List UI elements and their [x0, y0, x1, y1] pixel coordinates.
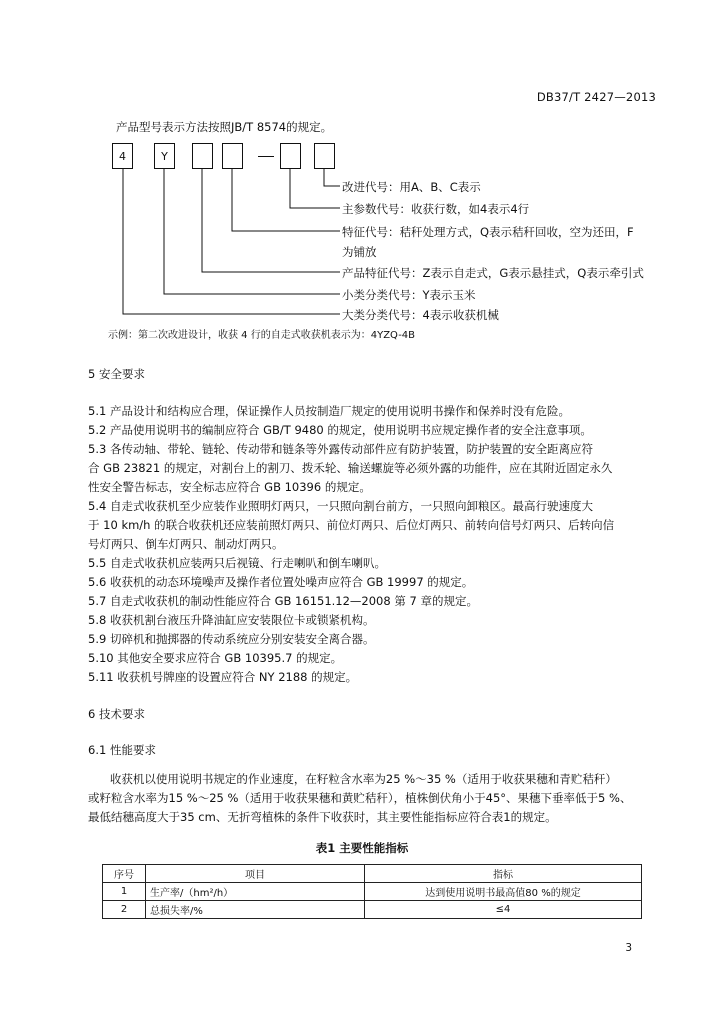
clause-5-4-cont-2: 号灯两只、倒车灯两只、制动灯两只。	[88, 537, 284, 551]
table-header-row	[103, 865, 642, 883]
model-designation-intro: 产品型号表示方法按照JB/T 8574的规定。	[116, 120, 333, 134]
clause-5-4: 5.4 自走式收获机至少应装作业照明灯两只，一只照向割台前方，一只照向卸粮区。最高行驶速度大	[88, 499, 593, 513]
description-improvement-code: 改进代号：用A、B、C表示	[342, 180, 481, 194]
page-number: 3	[625, 942, 632, 954]
clause-5-4-cont-1: 于 10 km/h 的联合收获机还应装前照灯两只、前位灯两只、后位灯两只、前转向信号灯两只、后转向信	[88, 518, 615, 532]
clause-5-8: 5.8 收获机割台液压升降油缸应安装限位卡或锁紧机构。	[88, 613, 375, 627]
clause-5-7: 5.7 自走式收获机的制动性能应符合 GB 16151.12—2008 第 7 章的规定。	[88, 594, 478, 608]
section-6-1-heading: 6.1 性能要求	[88, 743, 156, 757]
description-product-feature-code: 产品特征代号：Z表示自走式，G表示悬挂式，Q表示牵引式	[342, 266, 644, 280]
clause-5-3-cont-1: 合 GB 23821 的规定，对割台上的割刀、拨禾轮、输送螺旋等必须外露的功能件，应在其附近固定永久	[88, 461, 613, 475]
table-header-item: 项目	[146, 865, 365, 883]
clause-5-3-cont-2: 性安全警告标志，安全标志应符合 GB 10396 的规定。	[88, 480, 371, 494]
performance-table	[102, 864, 642, 919]
designation-box-minor-class: Y	[154, 143, 175, 169]
section-6-heading: 6 技术要求	[88, 707, 145, 721]
table-row	[103, 901, 642, 919]
table-1-title: 表1 主要性能指标	[315, 841, 409, 855]
table-cell-index: 2	[103, 901, 146, 919]
table-header-index: 序号	[103, 865, 146, 883]
performance-paragraph-line-3: 最低结穗高度大于35 cm、无折弯植株的条件下收获时，其主要性能指标应符合表1的规定。	[88, 810, 557, 824]
section-5-heading: 5 安全要求	[88, 367, 145, 381]
clause-5-5: 5.5 自走式收获机应装两只后视镜、行走喇叭和倒车喇叭。	[88, 556, 386, 570]
clause-5-2: 5.2 产品使用说明书的编制应符合 GB/T 9480 的规定，使用说明书应规定操作者的安全注意事项。	[88, 423, 592, 437]
clause-5-11: 5.11 收获机号牌座的设置应符合 NY 2188 的规定。	[88, 670, 358, 684]
clause-5-9: 5.9 切碎机和抛掷器的传动系统应分别安装安全离合器。	[88, 632, 375, 646]
description-main-parameter-code: 主参数代号：收获行数，如4表示4行	[342, 202, 530, 216]
description-major-class-code: 大类分类代号：4表示收获机械	[342, 308, 499, 322]
description-feature-code: 特征代号：秸秆处理方式，Q表示秸秆回收，空为还田，F	[342, 225, 634, 239]
table-row	[103, 883, 642, 901]
table-header-indicator: 指标	[365, 865, 642, 883]
table-cell-indicator: 达到使用说明书最高值80 %的规定	[365, 883, 642, 901]
description-minor-class-code: 小类分类代号：Y表示玉米	[342, 288, 476, 302]
table-cell-item: 总损失率/%	[146, 901, 365, 919]
performance-paragraph-line-1: 收获机以使用说明书规定的作业速度，在籽粒含水率为25 %～35 %（适用于收获果穗和青贮秸秆）	[88, 772, 617, 786]
clause-5-6: 5.6 收获机的动态环境噪声及操作者位置处噪声应符合 GB 19997 的规定。	[88, 575, 474, 589]
table-cell-index: 1	[103, 883, 146, 901]
table-cell-item: 生产率/（hm²/h）	[146, 883, 365, 901]
performance-paragraph-line-2: 或籽粒含水率为15 %～25 %（适用于收获果穗和黄贮秸秆），植株倒伏角小于45°、果穗下垂率低于5 %、	[88, 791, 632, 805]
table-cell-indicator: ≤4	[365, 901, 642, 919]
description-feature-code-cont: 为铺放	[342, 245, 377, 259]
clause-5-1: 5.1 产品设计和结构应合理，保证操作人员按制造厂规定的使用说明书操作和保养时没有危险。	[88, 404, 570, 418]
designation-example: 示例：第二次改进设计，收获 4 行的自走式收获机表示为：4YZQ-4B	[108, 330, 416, 341]
document-code: DB37/T 2427—2013	[536, 90, 656, 104]
designation-box-major-class: 4	[112, 143, 133, 169]
clause-5-10: 5.10 其他安全要求应符合 GB 10395.7 的规定。	[88, 651, 343, 665]
clause-5-3: 5.3 各传动轴、带轮、链轮、传动带和链条等外露传动部件应有防护装置，防护装置的安全距离应符	[88, 442, 593, 456]
